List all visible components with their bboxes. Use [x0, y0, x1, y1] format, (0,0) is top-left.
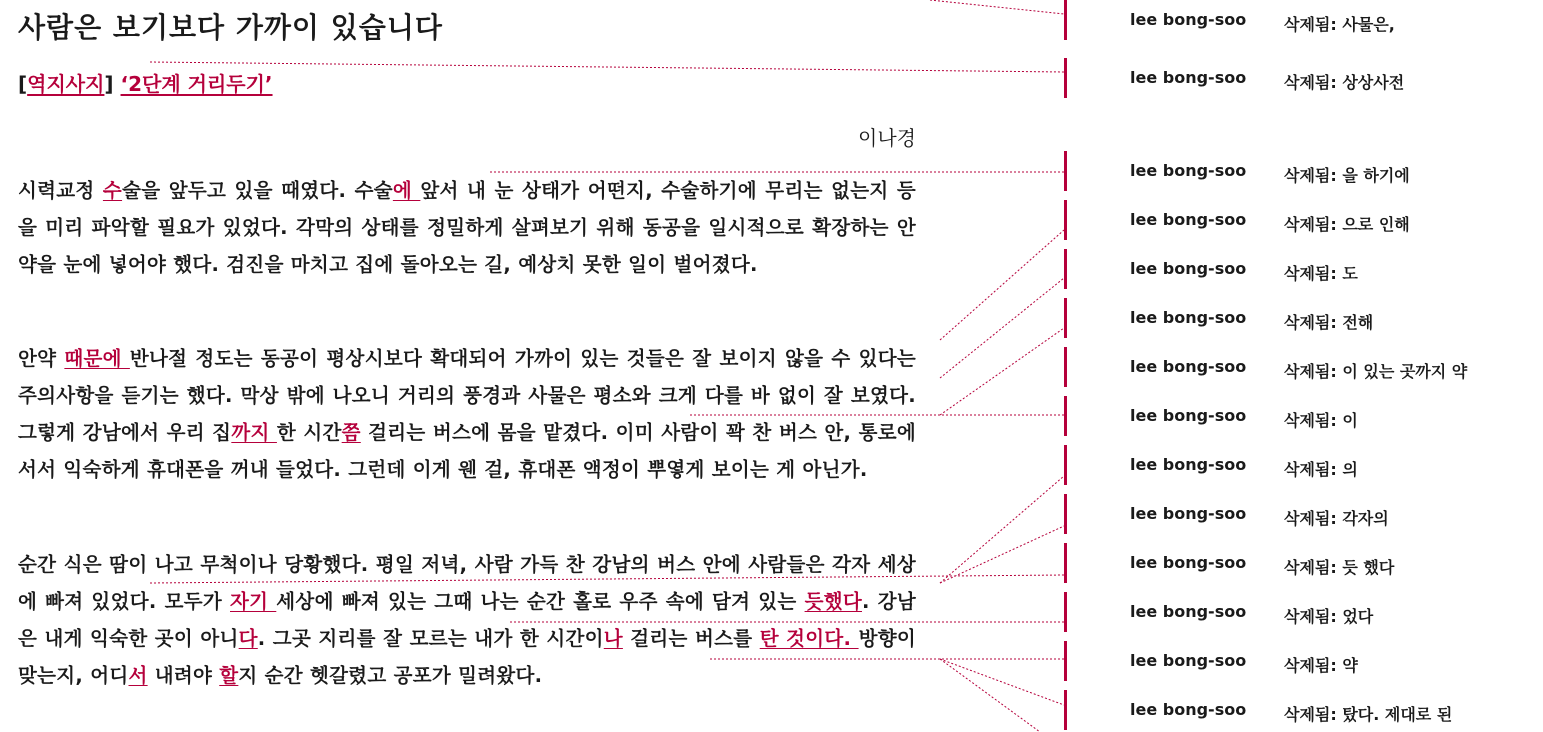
- comment-row[interactable]: [1064, 0, 1543, 40]
- comment-text: 삭제됨: 었다: [1284, 607, 1374, 626]
- text-run: 앞서 내 눈 상태가 어떤지, 수술하기에 무리는 없는지 등을 미리 파악할 필요가 있었다. 각막의 상태를 정밀하게 살펴보기 위해 동공을 일시적으로 확장하는 안약을 눈에 넣어야 했다. 검진을 마치고 집에 돌아오는 길, 예상치 못한 일이 벌어졌다.: [18, 179, 916, 276]
- comment-marker: [1064, 298, 1067, 338]
- text-run: 걸리는 버스에 몸을 맡겼다. 이미 사람이 꽉 찬 버스 안, 통로에 서서 익숙하게 휴대폰을 꺼내 들었다. 그런데 이게 웬 걸, 휴대폰 액정이 뿌옇게 보이는 게 아닌가.: [18, 421, 916, 481]
- comment-text: 삭제됨: 듯 했다: [1284, 558, 1395, 577]
- comment-row[interactable]: [1064, 396, 1543, 436]
- bracket-close: ]: [104, 72, 114, 96]
- comment-marker: [1064, 494, 1067, 534]
- section-name[interactable]: 역지사지: [27, 72, 105, 96]
- bracket-open: [: [18, 72, 28, 96]
- paragraph-2[interactable]: [18, 340, 916, 488]
- comment-row[interactable]: [1064, 151, 1543, 191]
- tracked-insertion[interactable]: 자기: [230, 590, 277, 613]
- comment-row[interactable]: [1064, 58, 1543, 98]
- tracked-insertion[interactable]: 때문에: [64, 347, 130, 370]
- comment-row[interactable]: [1064, 445, 1543, 485]
- comment-row[interactable]: [1064, 249, 1543, 289]
- comment-author: lee bong-soo: [1130, 68, 1247, 87]
- tracked-insertion[interactable]: 까지: [231, 421, 277, 444]
- author-name: 이나경: [858, 126, 916, 150]
- comment-text: 삭제됨: 전해: [1284, 313, 1374, 332]
- tracked-insertion[interactable]: 쯤: [341, 421, 361, 444]
- comment-text: 삭제됨: 을 하기에: [1284, 166, 1410, 185]
- comment-text: 삭제됨: 으로 인해: [1284, 215, 1410, 234]
- comment-author: lee bong-soo: [1130, 455, 1247, 474]
- comment-author: lee bong-soo: [1130, 651, 1247, 670]
- text-run: 반나절 정도는 동공이 평상시보다 확대되어 가까이 있는 것들은 잘 보이지 않을 수 있다는 주의사항을 듣기는 했다. 막상 밖에 나오니 거리의 풍경과 사물은 평소와 크게 다를 바 없이 잘 보였다. 그렇게 강남에서 우리 집: [18, 347, 916, 444]
- tracked-insertion[interactable]: 탄 것이다.: [759, 627, 859, 650]
- comment-marker: [1064, 0, 1067, 40]
- comment-author: lee bong-soo: [1130, 210, 1247, 229]
- tracked-insertion[interactable]: 서: [128, 664, 148, 687]
- document-subtitle: [18, 68, 273, 97]
- paragraph-1[interactable]: [18, 172, 916, 283]
- tracked-insertion[interactable]: 다: [238, 627, 258, 650]
- comment-text: 삭제됨: 탔다. 제대로 된: [1284, 705, 1453, 724]
- comment-row[interactable]: [1064, 690, 1543, 730]
- tracked-insertion[interactable]: 듯했다: [804, 590, 862, 613]
- comment-row[interactable]: [1064, 298, 1543, 338]
- text-run: 시력교정: [18, 179, 103, 202]
- comment-author: lee bong-soo: [1130, 10, 1247, 29]
- comment-marker: [1064, 641, 1067, 681]
- comment-text: 삭제됨: 의: [1284, 460, 1358, 479]
- comment-marker: [1064, 690, 1067, 730]
- comment-marker: [1064, 396, 1067, 436]
- comment-text: 삭제됨: 사물은,: [1284, 15, 1395, 34]
- tracked-insertion[interactable]: 수: [102, 179, 123, 202]
- comment-text: 삭제됨: 이 있는 곳까지 약: [1284, 362, 1468, 381]
- text-run: . 강남은 내게 익숙한 곳이 아니: [18, 590, 916, 650]
- comment-text: 삭제됨: 도: [1284, 264, 1358, 283]
- comment-marker: [1064, 249, 1067, 289]
- text-run: 순간 식은 땀이 나고 무척이나 당황했다. 평일 저녁, 사람 가득 찬 강남의 버스 안에 사람들은 각자 세상에 빠져 있었다. 모두가: [18, 553, 916, 613]
- text-run: 걸리는 버스를: [622, 627, 760, 650]
- comment-marker: [1064, 445, 1067, 485]
- comment-text: 삭제됨: 상상사전: [1284, 73, 1405, 92]
- tracked-insertion[interactable]: 할: [219, 664, 239, 687]
- quote-title[interactable]: ‘2단계 거리두기’: [120, 72, 273, 96]
- text-run: 안약: [18, 347, 65, 370]
- comment-author: lee bong-soo: [1130, 406, 1247, 425]
- comment-marker: [1064, 543, 1067, 583]
- comment-author: lee bong-soo: [1130, 161, 1247, 180]
- tracked-insertion[interactable]: 나: [603, 627, 623, 650]
- document-title: 사람은 보기보다 가까이 있습니다: [18, 11, 443, 44]
- comment-marker: [1064, 347, 1067, 387]
- comment-author: lee bong-soo: [1130, 308, 1247, 327]
- comment-author: lee bong-soo: [1130, 700, 1247, 719]
- comment-row[interactable]: [1064, 592, 1543, 632]
- text-run: 지 순간 헷갈렸고 공포가 밀려왔다.: [238, 664, 543, 687]
- text-run: . 그곳 지리를 잘 모르는 내가 한 시간이: [257, 627, 604, 650]
- comment-marker: [1064, 151, 1067, 191]
- comment-row[interactable]: [1064, 347, 1543, 387]
- comment-author: lee bong-soo: [1130, 259, 1247, 278]
- comment-marker: [1064, 592, 1067, 632]
- comment-row[interactable]: [1064, 494, 1543, 534]
- comment-author: lee bong-soo: [1130, 602, 1247, 621]
- comment-marker: [1064, 200, 1067, 240]
- text-run: 술을 앞두고 있을 때였다. 수술: [122, 179, 393, 202]
- comment-author: lee bong-soo: [1130, 553, 1247, 572]
- comment-marker: [1064, 58, 1067, 98]
- comment-text: 삭제됨: 이: [1284, 411, 1358, 430]
- text-run: 세상에 빠져 있는 그때 나는 순간 홀로 우주 속에 담겨 있는: [276, 590, 805, 613]
- comment-text: 삭제됨: 약: [1284, 656, 1358, 675]
- comment-text: 삭제됨: 각자의: [1284, 509, 1389, 528]
- comment-row[interactable]: [1064, 641, 1543, 681]
- paragraph-3[interactable]: [18, 546, 916, 694]
- tracked-insertion[interactable]: 에: [392, 179, 421, 202]
- text-run: 내려야: [147, 664, 220, 687]
- text-run: 한 시간: [276, 421, 342, 444]
- comment-row[interactable]: [1064, 543, 1543, 583]
- comment-author: lee bong-soo: [1130, 357, 1247, 376]
- comment-row[interactable]: [1064, 200, 1543, 240]
- comment-author: lee bong-soo: [1130, 504, 1247, 523]
- text-run: 방향이 맞는지, 어디: [18, 627, 916, 687]
- comment-pane: [1064, 0, 1543, 732]
